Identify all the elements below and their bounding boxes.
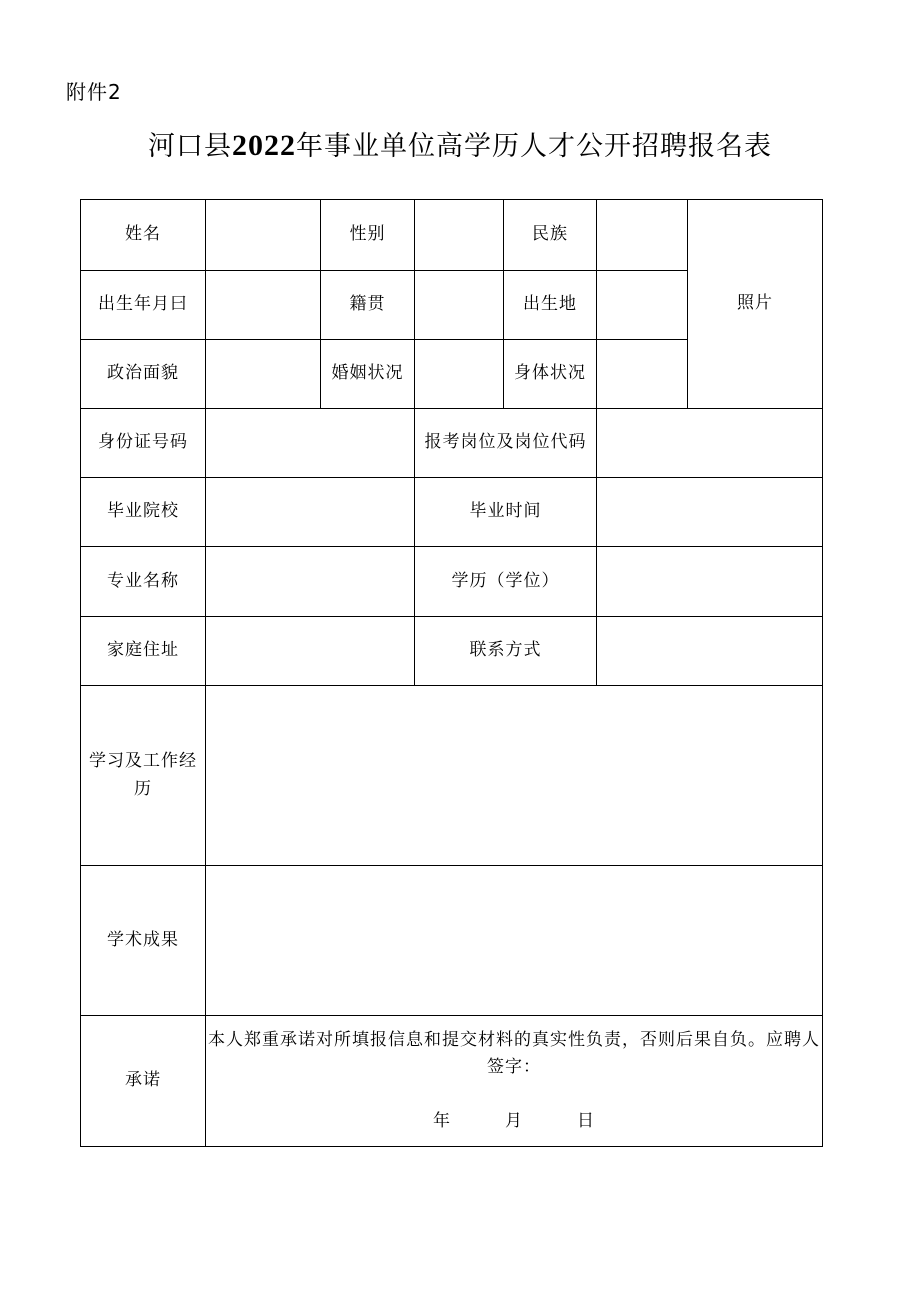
political-status-field[interactable]: [206, 340, 321, 409]
home-address-label: 家庭住址: [81, 617, 206, 686]
title-year: 2022: [232, 129, 296, 162]
health-status-field[interactable]: [597, 340, 688, 409]
commitment-label: 承诺: [81, 1016, 206, 1147]
date-day[interactable]: 日: [577, 1110, 595, 1131]
birthplace-field[interactable]: [597, 271, 688, 340]
education-degree-label: 学历（学位）: [415, 547, 597, 617]
name-label: 姓名: [81, 200, 206, 271]
birthplace-label: 出生地: [504, 271, 597, 340]
attachment-label: 附件2: [66, 80, 122, 104]
id-number-label: 身份证号码: [81, 409, 206, 478]
major-field[interactable]: [206, 547, 415, 617]
photo-box[interactable]: 照片: [688, 200, 823, 409]
registration-form: [80, 199, 823, 1147]
gender-field[interactable]: [415, 200, 504, 271]
commitment-box: [206, 1016, 823, 1147]
title-prefix: 河口县: [148, 131, 232, 162]
date-month[interactable]: 月: [505, 1110, 523, 1131]
health-status-label: 身体状况: [504, 340, 597, 409]
date-year[interactable]: 年: [433, 1110, 451, 1131]
study-work-history-field[interactable]: [206, 686, 823, 866]
position-applied-field[interactable]: [597, 409, 823, 478]
position-applied-label: 报考岗位及岗位代码: [415, 409, 597, 478]
graduate-school-label: 毕业院校: [81, 478, 206, 547]
birth-date-field[interactable]: [206, 271, 321, 340]
name-field[interactable]: [206, 200, 321, 271]
academic-achievements-field[interactable]: [206, 866, 823, 1016]
graduation-time-label: 毕业时间: [415, 478, 597, 547]
birth-date-label: 出生年月曰: [81, 271, 206, 340]
page-title: [0, 124, 920, 163]
graduation-time-field[interactable]: [597, 478, 823, 547]
home-address-field[interactable]: [206, 617, 415, 686]
contact-label: 联系方式: [415, 617, 597, 686]
native-place-field[interactable]: [415, 271, 504, 340]
native-place-label: 籍贯: [321, 271, 415, 340]
ethnicity-label: 民族: [504, 200, 597, 271]
political-status-label: 政治面貌: [81, 340, 206, 409]
graduate-school-field[interactable]: [206, 478, 415, 547]
title-suffix: 年事业单位高学历人才公开招聘报名表: [296, 131, 772, 162]
id-number-field[interactable]: [206, 409, 415, 478]
marital-status-field[interactable]: [415, 340, 504, 409]
signature-date: [206, 1108, 822, 1135]
academic-achievements-label: 学术成果: [81, 866, 206, 1016]
ethnicity-field[interactable]: [597, 200, 688, 271]
education-degree-field[interactable]: [597, 547, 823, 617]
commitment-text: 本人郑重承诺对所填报信息和提交材料的真实性负责，否则后果自负。应聘人签字：: [208, 1030, 820, 1078]
study-work-history-label: 学习及工作经历: [81, 686, 206, 866]
gender-label: 性别: [321, 200, 415, 271]
major-label: 专业名称: [81, 547, 206, 617]
contact-field[interactable]: [597, 617, 823, 686]
marital-status-label: 婚姻状况: [321, 340, 415, 409]
